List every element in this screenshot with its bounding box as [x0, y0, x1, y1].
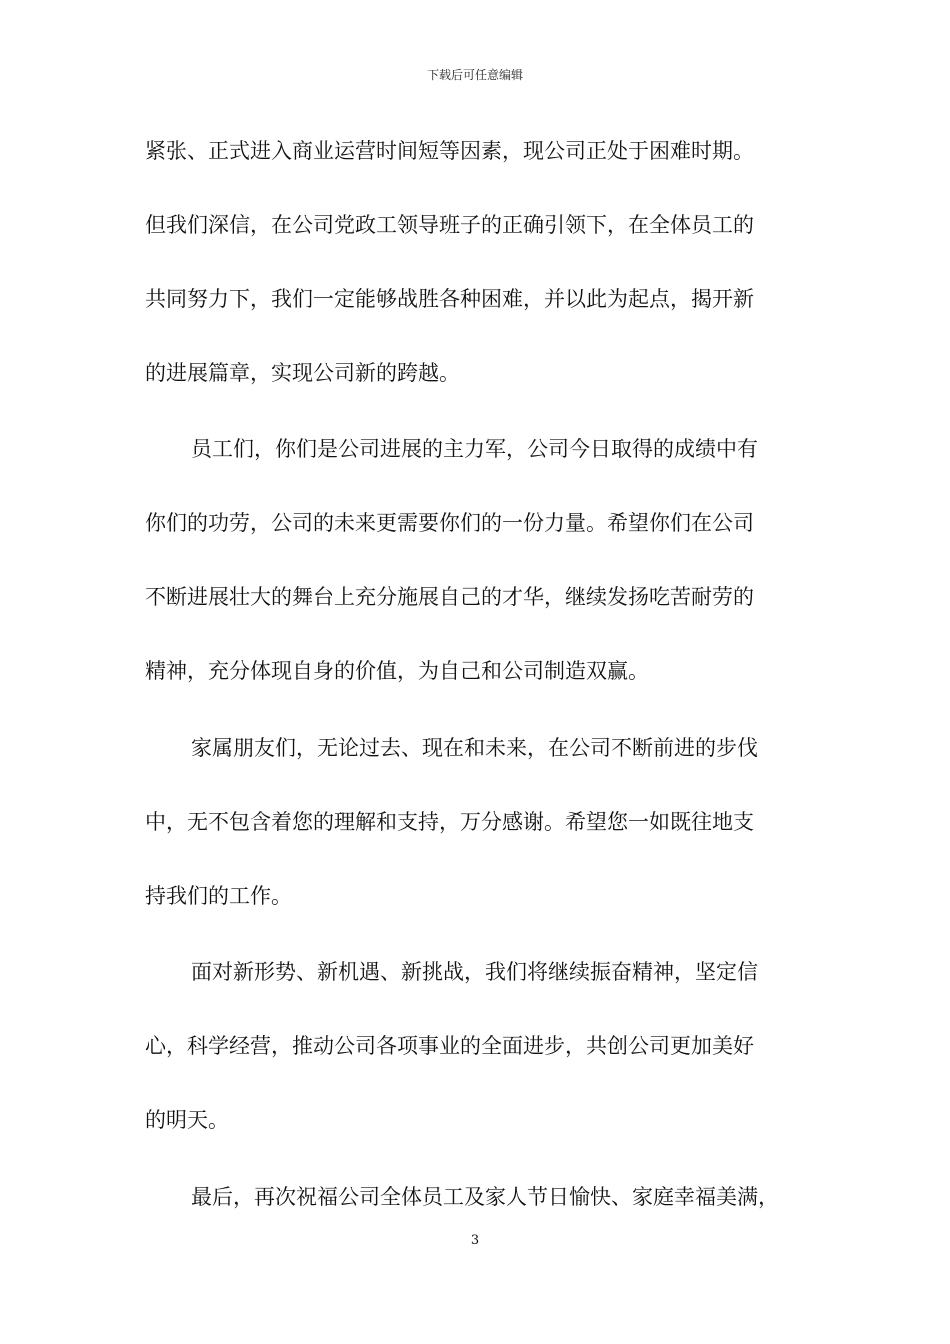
text-line: 不断进展壮大的舞台上充分施展自己的才华，继续发扬吃苦耐劳的 [145, 585, 754, 609]
page-number: 3 [470, 1233, 480, 1248]
page-header: 下载后可任意编辑 [426, 68, 523, 82]
text-line: 但我们深信，在公司党政工领导班子的正确引领下，在全体员工的 [145, 213, 754, 237]
text-line: 的明天。 [145, 1108, 229, 1132]
text-line: 持我们的工作。 [145, 884, 292, 908]
text-line: 的进展篇章，实现公司新的跨越。 [145, 361, 460, 385]
text-line: 你们的功劳，公司的未来更需要你们的一份力量。希望你们在公司 [145, 511, 754, 535]
text-line: 家属朋友们，无论过去、现在和未来，在公司不断前进的步伐 [191, 736, 758, 760]
text-line: 紧张、正式进入商业运营时间短等因素，现公司正处于困难时期。 [145, 139, 754, 163]
text-line: 中，无不包含着您的理解和支持，万分感谢。希望您一如既往地支 [145, 810, 754, 834]
text-line: 员工们，你们是公司进展的主力军，公司今日取得的成绩中有 [191, 437, 758, 461]
text-line: 共同努力下，我们一定能够战胜各种困难，并以此为起点，揭开新 [145, 287, 754, 311]
text-line: 精神，充分体现自身的价值，为自己和公司制造双赢。 [145, 659, 649, 683]
text-line: 心，科学经营，推动公司各项事业的全面进步，共创公司更加美好 [145, 1034, 754, 1058]
text-line: 最后，再次祝福公司全体员工及家人节日愉快、家庭幸福美满， [191, 1185, 779, 1209]
text-line: 面对新形势、新机遇、新挑战，我们将继续振奋精神，坚定信 [191, 960, 758, 984]
